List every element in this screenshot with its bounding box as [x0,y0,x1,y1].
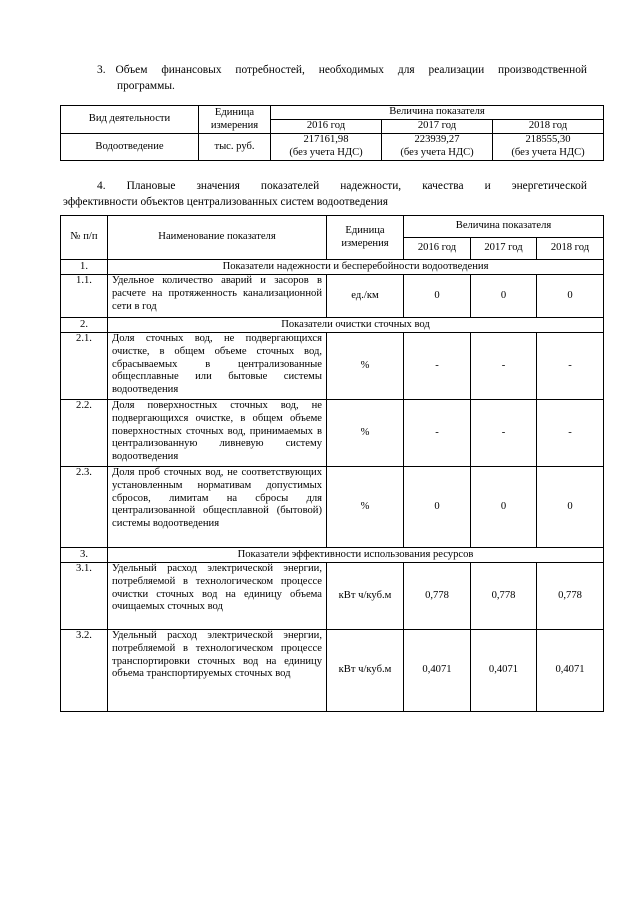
section3-heading [97,62,587,78]
section3-line1: Объем финансовых потребностей, необходимых для реализации производственной [115,64,587,76]
value-2017-cell [382,134,493,161]
section4-word: качества [422,180,464,192]
value-note: (без учета НДС) [289,147,363,158]
indicator-name: Доля сточных вод, не подвергающихся очистке, в общем объеме сточных вод, сбрасываемых в централизованные общесплавные или бытовые системы водоотведения [108,333,327,400]
section-number: 3. [61,548,108,563]
value-2016: - [404,400,471,467]
header-activity: Вид деятельности [61,106,199,134]
indicator-name: Удельное количество аварий и засоров в расчете на протяженность канализационной сети в год [108,275,327,318]
section4-word: показателей [260,180,320,192]
unit-cell: кВт ч/куб.м [327,630,404,712]
row-number: 3.1. [61,563,108,630]
activity-cell: Водоотведение [61,134,199,161]
table-row [61,134,604,161]
value-2017: 0,778 [471,563,537,630]
section-row [61,548,604,563]
section4-word: Плановые [126,180,176,192]
unit-cell: % [327,467,404,548]
row-number: 2.3. [61,467,108,548]
header-year-2017: 2017 год [382,120,493,134]
section3-number: 3. [97,64,106,76]
value-2016: 0,778 [404,563,471,630]
header-value: Величина показателя [404,216,604,238]
section4-word: надежности, [340,180,402,192]
value-2018: - [537,400,604,467]
value-2016: 0,4071 [404,630,471,712]
financial-needs-table [60,105,604,161]
table-row [61,333,604,400]
header-year-2018: 2018 год [537,238,604,260]
header-year-2016: 2016 год [271,120,382,134]
row-number: 2.1. [61,333,108,400]
section4-line2: эффективности объектов централизованных систем водоотведения [63,196,389,208]
header-unit-line2: измерения [341,237,389,249]
header-unit [327,216,404,260]
header-unit-line1: Единица [214,106,255,118]
value-2018-cell [493,134,604,161]
indicator-name: Удельный расход электрической энергии, потребляемой в технологическом процессе транспортировки сточных вод на единицу объема транспортируемых сточных вод [108,630,327,712]
section4-heading [97,178,587,194]
unit-cell: % [327,400,404,467]
section3-line2: программы. [117,80,175,92]
value-2017: 223939,27 [414,134,460,146]
value-2018: 0 [537,275,604,318]
section4-word: 4. [97,180,106,192]
section-number: 1. [61,260,108,275]
indicators-table [60,215,604,712]
section-title: Показатели эффективности использования ресурсов [108,548,604,563]
value-note: (без учета НДС) [400,147,474,158]
value-2018: 0,4071 [537,630,604,712]
value-2016: 0 [404,467,471,548]
section4-word: энергетической [511,180,587,192]
header-value: Величина показателя [271,106,604,120]
table-row [61,467,604,548]
table-row [61,563,604,630]
header-unit [199,106,271,134]
table-row [61,275,604,318]
table-row [61,630,604,712]
header-num: № п/п [61,216,108,260]
value-2016: 0 [404,275,471,318]
unit-cell: кВт ч/куб.м [327,563,404,630]
value-2018: 0 [537,467,604,548]
value-2016: 217161,98 [303,134,349,146]
section-title: Показатели надежности и бесперебойности водоотведения [108,260,604,275]
section4-word: значения [196,180,240,192]
unit-cell: тыс. руб. [199,134,271,161]
section4-word: и [484,180,491,192]
section-row [61,260,604,275]
indicator-name: Доля поверхностных сточных вод, не подвергающихся очистке, в общем объеме поверхностных сточных вод, принимаемых в централизованную ливневую систему водоотведения [108,400,327,467]
section-row [61,318,604,333]
value-2016-cell [271,134,382,161]
value-2017: 0,4071 [471,630,537,712]
unit-cell: % [327,333,404,400]
unit-cell: ед./км [327,275,404,318]
indicator-name: Доля проб сточных вод, не соответствующих установленным нормативам допустимых сбросов, лимитам на сбросы для централизованной общесплавной (бытовой) системы водоотведения [108,467,327,548]
row-number: 2.2. [61,400,108,467]
value-note: (без учета НДС) [511,147,585,158]
header-year-2018: 2018 год [493,120,604,134]
value-2017: 0 [471,275,537,318]
value-2018: 0,778 [537,563,604,630]
section4-line1 [97,178,587,194]
header-name: Наименование показателя [108,216,327,260]
header-year-2016: 2016 год [404,238,471,260]
value-2016: - [404,333,471,400]
value-2017: - [471,333,537,400]
section-number: 2. [61,318,108,333]
value-2017: - [471,400,537,467]
value-2018: - [537,333,604,400]
row-number: 3.2. [61,630,108,712]
header-unit-line2: измерения [210,119,259,131]
indicator-name: Удельный расход электрической энергии, потребляемой в технологическом процессе очистки сточных вод на единицу объема очищаемых сточных вод [108,563,327,630]
value-2018: 218555,30 [525,134,571,146]
row-number: 1.1. [61,275,108,318]
section-title: Показатели очистки сточных вод [108,318,604,333]
table-row [61,400,604,467]
header-unit-line1: Единица [345,224,385,236]
value-2017: 0 [471,467,537,548]
header-year-2017: 2017 год [471,238,537,260]
